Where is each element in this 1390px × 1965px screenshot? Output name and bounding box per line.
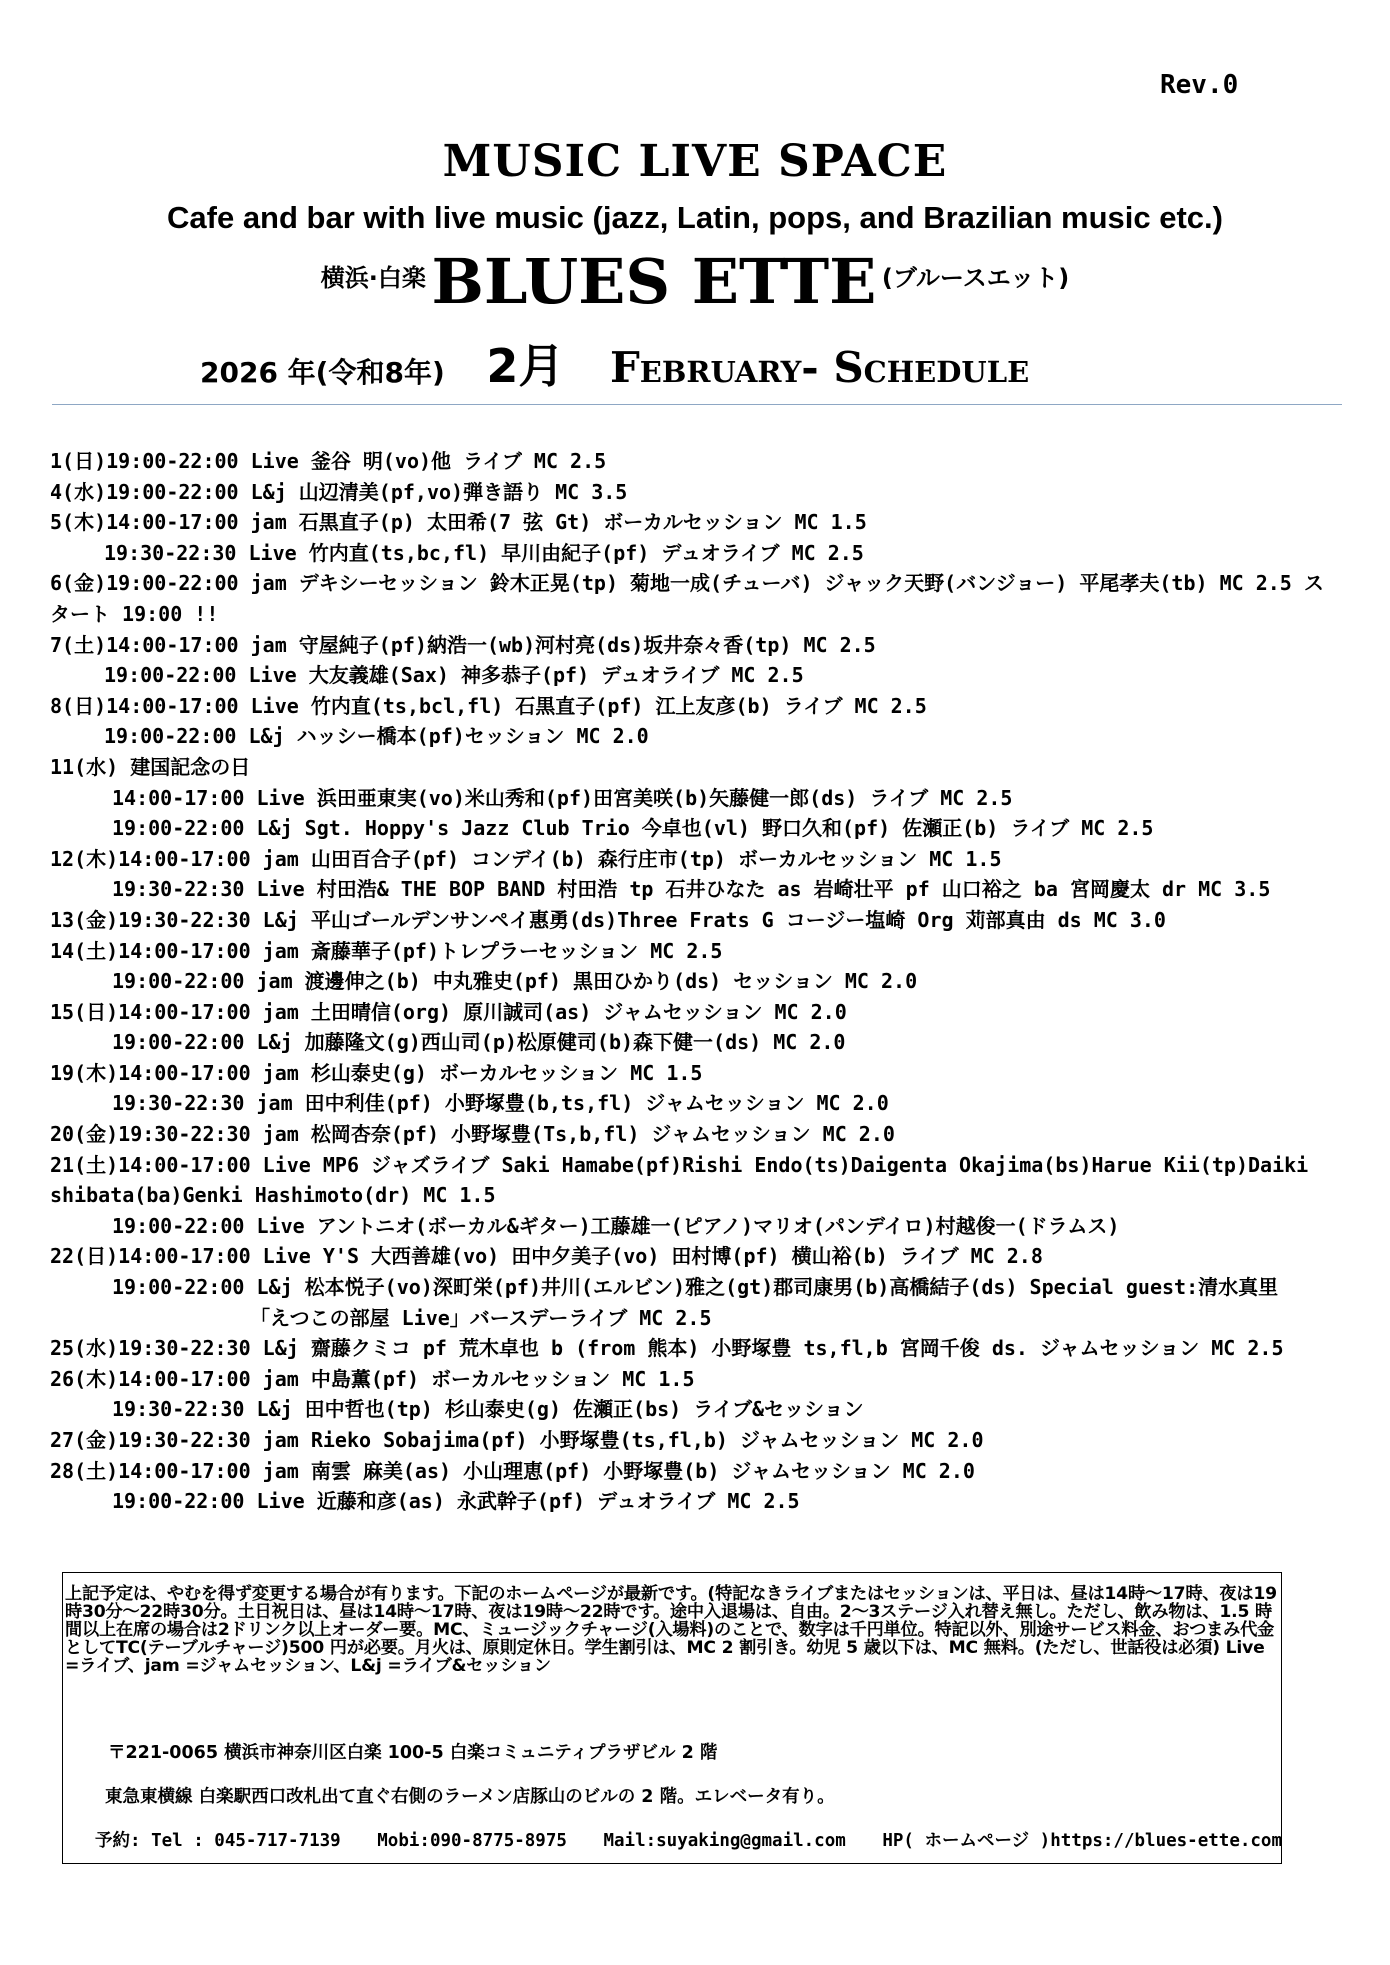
schedule-line: 28(土)14:00-17:00 jam 南雲 麻美(as) 小山理恵(pf) 小野塚豊(b) ジャムセッション MC 2.0 (50, 1458, 975, 1483)
phone-number: 予約: Tel : 045-717-7139 (95, 1831, 341, 1851)
schedule-line: 19(木)14:00-17:00 jam 杉山泰史(g) ボーカルセッション MC 1.5 (50, 1060, 703, 1085)
schedule-heading (200, 330, 1029, 396)
schedule-line: 22(日)14:00-17:00 Live Y'S 大西善雄(vo) 田中夕美子(vo) 田村博(pf) 横山裕(b) ライブ MC 2.8 (50, 1244, 1043, 1269)
schedule-list (50, 446, 1340, 1517)
place-prefix: 横浜·白楽 (320, 264, 426, 292)
schedule-line: 19:00-22:00 L&j 松本悦子(vo)深町栄(pf)井川(エルビン)雅之(gt)郡司康男(b)高橋結子(ds) Special guest:清水真里 (112, 1275, 1279, 1300)
mobile-number: Mobi:090-8775-8975 (377, 1831, 567, 1851)
schedule-line: 19:00-22:00 L&j Sgt. Hoppy's Jazz Club Trio 今卓也(vl) 野口久和(pf) 佐瀬正(b) ライブ MC 2.5 (112, 816, 1154, 841)
schedule-line: 19:00-22:00 Live 近藤和彦(as) 永武幹子(pf) デュオライブ MC 2.5 (112, 1489, 800, 1514)
revision-label: Rev.0 (1160, 70, 1239, 100)
page-subtitle: Cafe and bar with live music (jazz, Latin, pops, and Brazilian music etc.) (167, 200, 1223, 235)
venue-name: BLUES ETTE (431, 245, 877, 318)
schedule-line: 1(日)19:00-22:00 Live 釜谷 明(vo)他 ライブ MC 2.5 (50, 449, 607, 473)
schedule-line: 19:30-22:30 L&j 田中哲也(tp) 杉山泰史(g) 佐瀬正(bs) ライブ&セッション (112, 1397, 864, 1422)
schedule-line: 26(木)14:00-17:00 jam 中島薫(pf) ボーカルセッション MC 1.5 (50, 1366, 695, 1391)
year-label: 2026 年(令和8年) (200, 356, 445, 389)
schedule-label: February- Schedule (609, 343, 1030, 392)
schedule-line: 14:00-17:00 Live 浜田亜東実(vo)米山秀和(pf)田宮美咲(b)矢藤健一郎(ds) ライブ MC 2.5 (112, 785, 1013, 810)
schedule-line: 14(土)14:00-17:00 jam 斎藤華子(pf)トレプラーセッション MC 2.5 (50, 938, 723, 963)
schedule-line: 19:30-22:30 jam 田中利佳(pf) 小野塚豊(b,ts,fl) ジャムセッション MC 2.0 (112, 1091, 889, 1116)
schedule-line: 19:00-22:00 L&j ハッシー橋本(pf)セッション MC 2.0 (104, 724, 649, 749)
schedule-line: 20(金)19:30-22:30 jam 松岡杏奈(pf) 小野塚豊(Ts,b,fl) ジャムセッション MC 2.0 (50, 1122, 895, 1147)
page-title: MUSIC LIVE SPACE (442, 136, 948, 187)
venue-heading (0, 245, 1390, 318)
schedule-line: 12(木)14:00-17:00 jam 山田百合子(pf) コンデイ(b) 森行庄市(tp) ボーカルセッション MC 1.5 (50, 846, 1002, 871)
schedule-line: 27(金)19:30-22:30 jam Rieko Sobajima(pf) 小野塚豊(ts,fl,b) ジャムセッション MC 2.0 (50, 1428, 984, 1452)
schedule-line: 19:00-22:00 jam 渡邊伸之(b) 中丸雅史(pf) 黒田ひかり(ds) セッション MC 2.0 (112, 969, 918, 994)
notice-text: 上記予定は、やむを得ず変更する場合が有ります。下記のホームページが最新です。(特記なきライブまたはセッションは、平日は、昼は14時〜17時、夜は19時30分〜22時30分。土日祝日は、昼は14時〜17時、夜は19時〜22時です。途中入退場は、自由。2〜3ステージ入れ替え無し。ただし、飲み物は、1.5 時間以上在席の場合は2ドリンク以上オーダー要。MC、ミュージックチャージ(入場料)のことで、数字は千円単位。特記以外、別途サービス料金、おつまみ代金としてTC(テーブルチャージ)500 円が必要。月火は、原則定休日。学生割引は、MC 2 割引き。幼児 5 歳以下は、MC 無料。(ただし、世話役は必須) Live =ライブ、jam =ジャムセッション、L&j =ライブ&セッション (65, 1584, 1277, 1676)
schedule-line: 4(水)19:00-22:00 L&j 山辺清美(pf,vo)弾き語り MC 3.5 (50, 479, 628, 504)
address: 〒221-0065 横浜市神奈川区白楽 100-5 白楽コミュニティプラザビル 2 階 (108, 1743, 718, 1763)
schedule-line: 19:30-22:30 Live 竹内直(ts,bc,fl) 早川由紀子(pf) デュオライブ MC 2.5 (104, 540, 864, 565)
schedule-line: 19:00-22:00 L&j 加藤隆文(g)西山司(p)松原健司(b)森下健一(ds) MC 2.0 (112, 1030, 846, 1055)
contact-line (95, 1827, 1308, 1852)
schedule-line: 13(金)19:30-22:30 L&j 平山ゴールデンサンペイ惠勇(ds)Three Frats G コージー塩崎 Org 苅部真由 ds MC 3.0 (50, 907, 1166, 932)
schedule-line: 5(木)14:00-17:00 jam 石黒直子(p) 太田希(7 弦 Gt) ボーカルセッション MC 1.5 (50, 510, 867, 535)
month-label: 2月 (486, 339, 565, 393)
homepage-url: HP( ホームページ )https://blues-ette.com (882, 1831, 1282, 1851)
schedule-line: 25(水)19:30-22:30 L&j 齋藤クミコ pf 荒木卓也 b (from 熊本) 小野塚豊 ts,fl,b 宮岡千俊 ds. ジャムセッション MC 2.5 (50, 1336, 1284, 1361)
schedule-line: 21(土)14:00-17:00 Live MP6 ジャズライブ Saki Hamabe(pf)Rishi Endo(ts)Daigenta Okajima(bs)Harue Kii(tp)Daiki shibata(ba)Genki Hashimoto(dr) MC 1.5 (50, 1152, 1309, 1208)
schedule-line: 19:00-22:00 Live アントニオ(ボーカル&ギター)工藤雄一(ピアノ)マリオ(パンデイロ)村越俊一(ドラムス) (112, 1213, 1120, 1238)
schedule-line: 15(日)14:00-17:00 jam 土田晴信(org) 原川誠司(as) ジャムセッション MC 2.0 (50, 999, 847, 1024)
header-divider (52, 404, 1342, 405)
schedule-line: 11(水) 建国記念の日 (50, 754, 251, 779)
schedule-line: 8(日)14:00-17:00 Live 竹内直(ts,bcl,fl) 石黒直子(pf) 江上友彦(b) ライブ MC 2.5 (50, 693, 927, 718)
venue-kana: (ブルースエット) (881, 264, 1070, 292)
schedule-line: 「えつこの部屋 Live」バースデーライブ MC 2.5 (250, 1305, 712, 1330)
schedule-line: 6(金)19:00-22:00 jam デキシーセッション 鈴木正晃(tp) 菊地一成(チューバ) ジャック天野(バンジョー) 平尾孝夫(tb) MC 2.5 スタート 19:00 !! (50, 571, 1324, 626)
schedule-line: 19:30-22:30 Live 村田浩& THE BOP BAND 村田浩 tp 石井ひなた as 岩崎壮平 pf 山口裕之 ba 宮岡慶太 dr MC 3.5 (112, 877, 1271, 902)
info-box (62, 1572, 1282, 1864)
email-address: Mail:suyaking@gmail.com (603, 1831, 846, 1851)
directions: 東急東横線 白楽駅西口改札出て直ぐ右側のラーメン店豚山のビルの 2 階。エレベータ有り。 (105, 1787, 835, 1807)
schedule-line: 19:00-22:00 Live 大友義雄(Sax) 神多恭子(pf) デュオライブ MC 2.5 (104, 663, 804, 688)
schedule-line: 7(土)14:00-17:00 jam 守屋純子(pf)納浩一(wb)河村亮(ds)坂井奈々香(tp) MC 2.5 (50, 632, 876, 657)
